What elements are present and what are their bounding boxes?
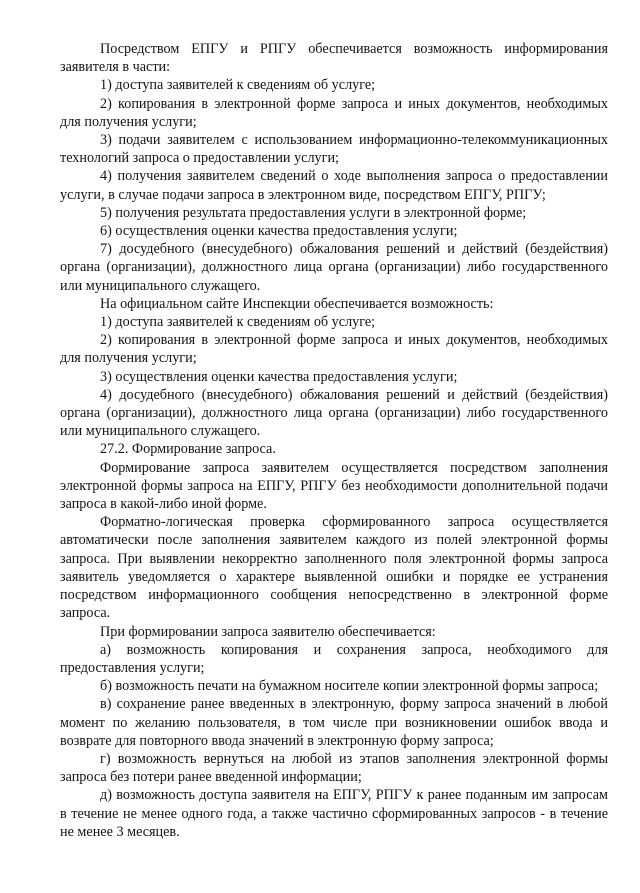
list-item: 1) доступа заявителей к сведениям об услуге; [100,314,376,331]
list-item: 4) досудебного (внесудебного) обжалования решений и действий (бездействия) органа (организации), должностного лица органа (организации) либо государственного или муниципального служащего. [60,386,608,440]
intro-paragraph: На официальном сайте Инспекции обеспечивается возможность: [100,295,494,312]
list-item: г) возможность вернуться на любой из этапов заполнения электронной формы запроса без потери ранее введенной информации; [60,750,608,786]
list-item: 5) получения результата предоставления услуги в электронной форме; [100,204,527,221]
list-item: 1) доступа заявителей к сведениям об услуге; [100,77,376,94]
body-paragraph: Форматно-логическая проверка сформированного запроса осуществляется автоматически после заполнения заявителем каждого из полей электронной формы запроса. При выявлении некорректно заполненного поля электронной формы запроса заявитель уведомляется о характере выявленной ошибки и порядке ее устранения посредством информационного сообщения непосредственно в электронной форме запроса. [60,514,608,622]
list-item: 4) получения заявителем сведений о ходе выполнения запроса о предоставлении услуги, в случае подачи запроса в электронном виде, посредством ЕПГУ, РПГУ; [60,168,608,203]
list-item: а) возможность копирования и сохранения запроса, необходимого для предоставления услуги; [60,641,608,676]
intro-paragraph: При формировании запроса заявителю обеспечивается: [100,623,436,640]
intro-paragraph: Посредством ЕПГУ и РПГУ обеспечивается возможность информирования заявителя в части: [60,41,608,76]
list-item: 3) осуществления оценки качества предоставления услуги; [100,368,458,385]
list-item: д) возможность доступа заявителя на ЕПГУ, РПГУ к ранее поданным им запросам в течение не менее одного года, а также частично сформированных запросов - в течение не менее 3 месяцев. [60,787,608,840]
section-heading: 27.2. Формирование запроса. [100,441,276,458]
list-item: 2) копирования в электронной форме запроса и иных документов, необходимых для получения услуги; [60,332,608,367]
document-body [60,40,608,841]
list-item: 6) осуществления оценки качества предоставления услуги; [100,223,458,240]
list-item: 7) досудебного (внесудебного) обжалования решений и действий (бездействия) органа (организации), должностного лица органа (организации) либо государственного или муниципального служащего. [60,241,608,294]
list-item: б) возможность печати на бумажном носителе копии электронной формы запроса; [100,678,599,695]
list-item: в) сохранение ранее введенных в электронную, форму запроса значений в любой момент по желанию пользователя, в том числе при возникновении ошибок ввода и возврате для повторного ввода значений в электронную форму запроса; [60,696,608,749]
list-item: 3) подачи заявителем с использованием информационно-телекоммуникационных технологий запроса о предоставлении услуги; [60,132,608,167]
body-paragraph: Формирование запроса заявителем осуществляется посредством заполнения электронной формы запроса на ЕПГУ, РПГУ без необходимости дополнительной подачи запроса в какой-либо иной форме. [60,459,608,513]
list-item: 2) копирования в электронной форме запроса и иных документов, необходимых для получения услуги; [60,95,608,130]
